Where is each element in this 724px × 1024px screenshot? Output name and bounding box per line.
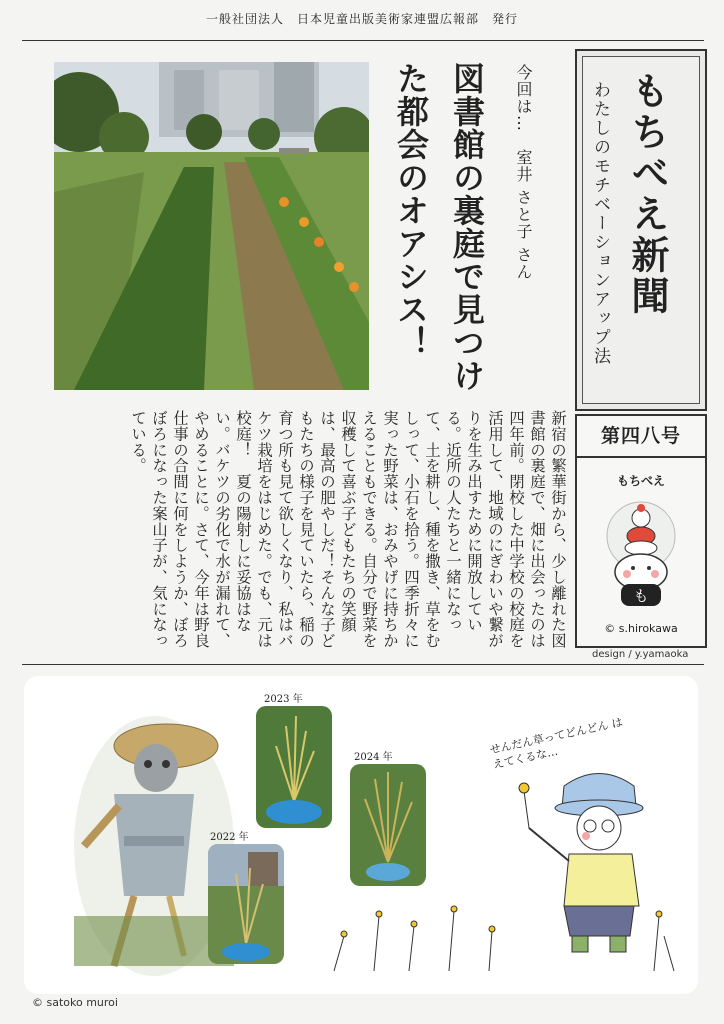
article-body: 新宿の繁華街から、少し離れた図書館の裏庭で、畑に出会ったのは四年前。閉校した中学校の校庭を活用して、地域のにぎわいや繋がりを生み出すために開放している。近所の人たちと一緒になって、土を耕し、種を撒き、草をむしって、小石を拾う。四季折々に実った野菜は、おみやげに持ちかえることもできる。自分で野菜を収穫して喜ぶ子どもたちの笑顔は、最高の肥やしだ！そんな子どもたちの様子を見ていたら、稲の育つ所も見て欲しくなり、私はバケツ栽培をはじめた。でも、元は校庭！ 夏の陽射しに妥協はない。バケツの劣化で水が漏れて、やめることに。さて、今年は野良仕事の合間に何をしようか、ぼろぼろになった案山子が、気になっている。 — [129, 410, 567, 649]
garden-illustration — [54, 62, 369, 390]
year-2024-label: 2024 年 — [354, 752, 393, 763]
article-headline: 図書館の裏庭で見つけた都会のオアシス！ — [392, 62, 486, 392]
footer-credit: © satoko muroi — [32, 996, 118, 1009]
issue-box — [575, 414, 707, 648]
mochibee-character-icon — [603, 500, 679, 612]
header-rule — [22, 40, 704, 41]
newspaper-title-box — [575, 49, 707, 411]
section-rule — [22, 664, 704, 665]
rice-2022-photo — [208, 844, 284, 964]
speech-text: せんだん草ってどんどん はえてくるな… — [488, 715, 624, 772]
rice-2022-illustration — [208, 844, 284, 964]
photo-gallery — [24, 676, 698, 994]
publisher-line: 一般社団法人 日本児童出版美術家連盟広報部 発行 — [205, 12, 518, 26]
issue-number: 第四八号 — [577, 416, 705, 458]
year-2023-label: 2023 年 — [264, 694, 303, 705]
woman-illustration — [314, 766, 684, 981]
character-name: もちべえ — [616, 474, 665, 488]
newspaper-title: もちべえ新聞 — [625, 71, 669, 317]
character-credit: © s.hirokawa — [604, 622, 678, 635]
year-2022-label: 2022 年 — [210, 832, 249, 843]
title-panel — [582, 56, 700, 404]
svg-text:も: も — [633, 587, 649, 605]
design-credit: design / y.yamaoka — [592, 649, 689, 660]
garden-photo — [54, 62, 369, 390]
newspaper-subtitle: わたしのモチベーションアップ法 — [590, 81, 610, 366]
article-intro: 今回は… 室井 さと子 さん — [514, 64, 533, 281]
